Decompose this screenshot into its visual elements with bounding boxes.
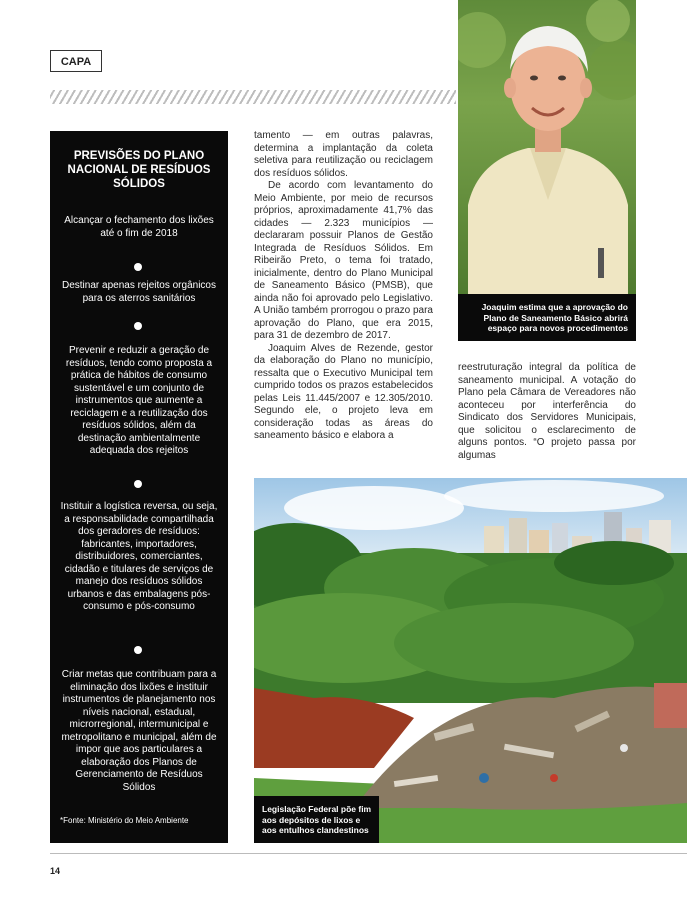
sidebar-source: *Fonte: Ministério do Meio Ambiente: [60, 816, 189, 825]
landfill-caption: Legislação Federal põe fim aos depósitos de lixos e aos entulhos clandestinos: [254, 796, 379, 843]
portrait-caption: Joaquim estima que a aprovação do Plano de Saneamento Básico abrirá espaço para novos procedimentos: [458, 294, 636, 341]
portrait-illustration: [458, 0, 636, 294]
section-tag: CAPA: [50, 50, 102, 72]
landfill-illustration: [254, 478, 687, 843]
sidebar-title: PREVISÕES DO PLANO NACIONAL DE RESÍDUOS SÓLIDOS: [67, 150, 211, 190]
sidebar-item: Criar metas que contribuam para a eliminação dos lixões e instituir instrumentos de planejamento nos níveis nacional, estadual, microrregional, intermunicipal e metropolitano e municipal, além de impor que aos particulares a elaboração dos Planos de Gerenciamento de Resíduos Sólidos: [61, 669, 217, 793]
decorative-hatch-bar: [50, 90, 456, 104]
sidebar-item: Alcançar o fechamento dos lixões até o fim de 2018: [64, 215, 214, 239]
article-column-1: [254, 130, 433, 443]
sidebar-item: Destinar apenas rejeitos orgânicos para os aterros sanitários: [62, 280, 216, 304]
portrait-photo: [458, 0, 636, 294]
sidebar-item: Instituir a logística reversa, ou seja, a responsabilidade compartilhada dos geradores de resíduos: fabricantes, importadores, distribuidores, comerciantes, cidadão e titulares de serviços de manejo dos resíduos sólidos urbanos e das embalagens pós-consumo e pós-consumo: [60, 501, 218, 612]
article-column-2: [458, 362, 636, 462]
page-number: 14: [50, 866, 61, 876]
bullet-dot-icon: [134, 646, 142, 654]
article-paragraph: tamento — em outras palavras, determina a implantação da coleta seletiva para reutilização ou reciclagem dos resíduos sólidos.: [254, 130, 433, 179]
bullet-dot-icon: [134, 322, 142, 330]
landfill-photo: [254, 478, 687, 843]
article-paragraph: Joaquim Alves de Rezende, gestor da elaboração do Plano no município, ressalta que o Executivo Municipal tem cumprido todos os prazos estabelecidos pelas Leis 11.445/2007 e 12.305/2010. Segundo ele, o projeto leva em consideração todas as áreas do saneamento básico e elabora a: [254, 342, 433, 441]
article-paragraph: De acordo com levantamento do Meio Ambiente, por meio de recursos próprios, aproximadamente 41,7% das cidades — 2.323 municípios — declararam possuir Planos de Gestão Integrada de Resíduos Sólidos. Em Ribeirão Preto, o tema foi tratado, inicialmente, dentro do Plano Municipal de Saneamento Básico (PMSB), que ainda não foi aprovado pelo Legislativo. A União também prorrogou o prazo para aprovação do Plano, que era 2015, para 31 de dezembro de 2017.: [254, 180, 433, 341]
footer-rule: [50, 853, 687, 854]
bullet-dot-icon: [134, 263, 142, 271]
sidebar-box: [50, 131, 228, 843]
sidebar-item: Prevenir e reduzir a geração de resíduos, tendo como proposta a prática de hábitos de consumo sustentável e um conjunto de instrumentos que aumente a reciclagem e a reutilização dos resíduos sólidos, além da destinação ambientalmente adequada dos rejeitos: [65, 345, 213, 456]
bullet-dot-icon: [134, 480, 142, 488]
article-paragraph: reestruturação integral da política de saneamento municipal. A votação do Plano pela Câmara de Vereadores não aconteceu por interferência do Sindicato dos Servidores Municipais, que solicitou o esclarecimento de alguns pontos. “O projeto passa por algumas: [458, 362, 636, 461]
